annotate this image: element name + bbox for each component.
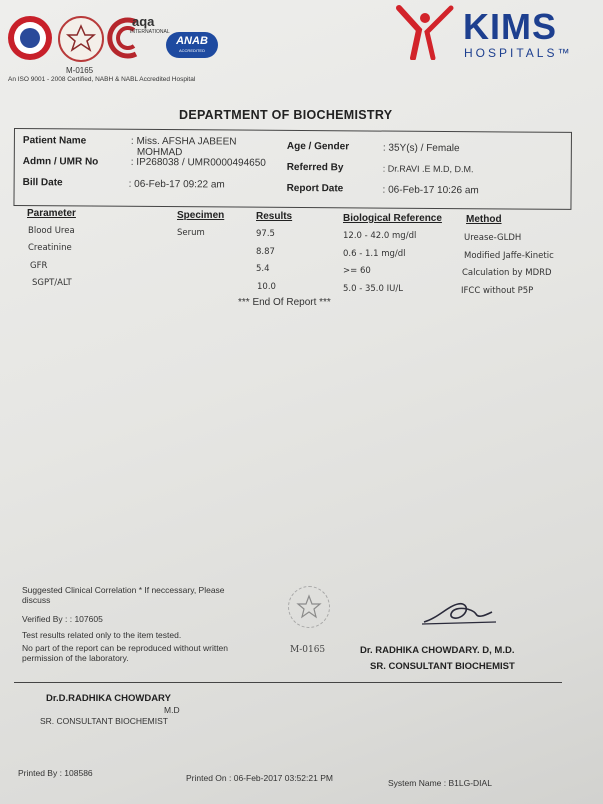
clinical-correlation-line2: discuss [22,595,51,605]
referred-by-value: : Dr.RAVI .E M.D, D.M. [382,163,474,175]
table-row-result: 97.5 [256,229,275,239]
printed-by: Printed By : 108586 [18,768,93,778]
col-header-parameter: Parameter [27,208,76,219]
bottom-signatory-name: Dr.D.RADHIKA CHOWDARY [46,693,171,704]
patient-name-label: Patient Name [22,135,87,147]
table-row-method: Modified Jaffe-Kinetic [464,251,554,261]
bottom-signatory-degree: M.D [164,705,180,715]
stamp-caption: M-0165 [290,645,326,655]
referred-by-label: Referred By [286,161,344,174]
table-row-parameter: SGPT/ALT [32,278,72,288]
verified-by: Verified By : : 107605 [22,614,103,624]
nabl-stamp [288,586,330,628]
system-name: System Name : B1LG-DIAL [388,778,492,788]
printed-on: Printed On : 06-Feb-2017 03:52:21 PM [186,773,333,783]
table-row-method: Urease-GLDH [464,233,522,243]
table-row-reference: 5.0 - 35.0 IU/L [343,284,403,294]
age-gender-value: : 35Y(s) / Female [382,142,460,155]
signatory-name: Dr. RADHIKA CHOWDARY. D, M.D. [360,645,515,656]
report-date-value: : 06-Feb-17 10:26 am [382,184,479,197]
table-row-reference: 12.0 - 42.0 mg/dl [343,231,417,241]
certification-text: An ISO 9001 - 2008 Certified, NABH & NABL Accredited Hospital [8,76,196,83]
clinical-correlation: Suggested Clinical Correlation * If neccessary, Please [22,585,225,595]
col-header-reference: Biological Reference [343,213,442,224]
admn-value: : IP268038 / UMR0000494650 [130,156,266,169]
patient-name-line2: MOHMAD [136,146,183,159]
table-row-reference: >= 60 [343,266,371,276]
table-row-parameter: GFR [30,261,48,271]
aqa-label: aqa [132,14,155,29]
table-row-reference: 0.6 - 1.1 mg/dl [343,249,406,259]
disclaimer-3: permission of the laboratory. [22,653,129,663]
table-row-method: Calculation by MDRD [462,268,552,278]
admn-label: Admn / UMR No [22,156,99,168]
kims-sub: HOSPITALS™ [464,46,573,60]
disclaimer-2: No part of the report can be reproduced without written [22,643,229,653]
col-header-method: Method [466,214,502,225]
age-gender-label: Age / Gender [286,140,350,153]
anab-label: ANAB [176,35,208,47]
anab-sub: ACCREDITED [178,48,205,53]
bill-date-value: : 06-Feb-17 09:22 am [128,178,225,191]
table-row-parameter: Creatinine [28,243,72,253]
footer-divider [14,682,562,683]
department-title: DEPARTMENT OF BIOCHEMISTRY [179,108,393,122]
results-table [0,0,603,320]
kims-brand: KIMS [463,6,557,47]
bottom-signatory-title: SR. CONSULTANT BIOCHEMIST [40,716,168,726]
bill-date-label: Bill Date [22,177,63,189]
patient-name-value: : Miss. AFSHA JABEEN [130,135,237,148]
disclaimer-1: Test results related only to the item tested. [22,630,182,640]
report-date-label: Report Date [286,182,344,195]
table-row-parameter: Blood Urea [28,226,75,236]
table-row-result: 10.0 [257,282,276,292]
table-row-result: 8.87 [256,247,275,257]
table-row-specimen: Serum [177,228,205,238]
table-row-result: 5.4 [256,264,270,274]
logo-caption: M-0165 [66,66,94,75]
end-of-report: *** End Of Report *** [238,297,331,308]
table-row-method: IFCC without P5P [461,286,534,296]
col-header-results: Results [256,211,293,222]
col-header-specimen: Specimen [177,210,225,221]
signatory-title: SR. CONSULTANT BIOCHEMIST [370,661,515,672]
aqa-sub: INTERNATIONAL [130,29,170,35]
signature [418,596,498,632]
